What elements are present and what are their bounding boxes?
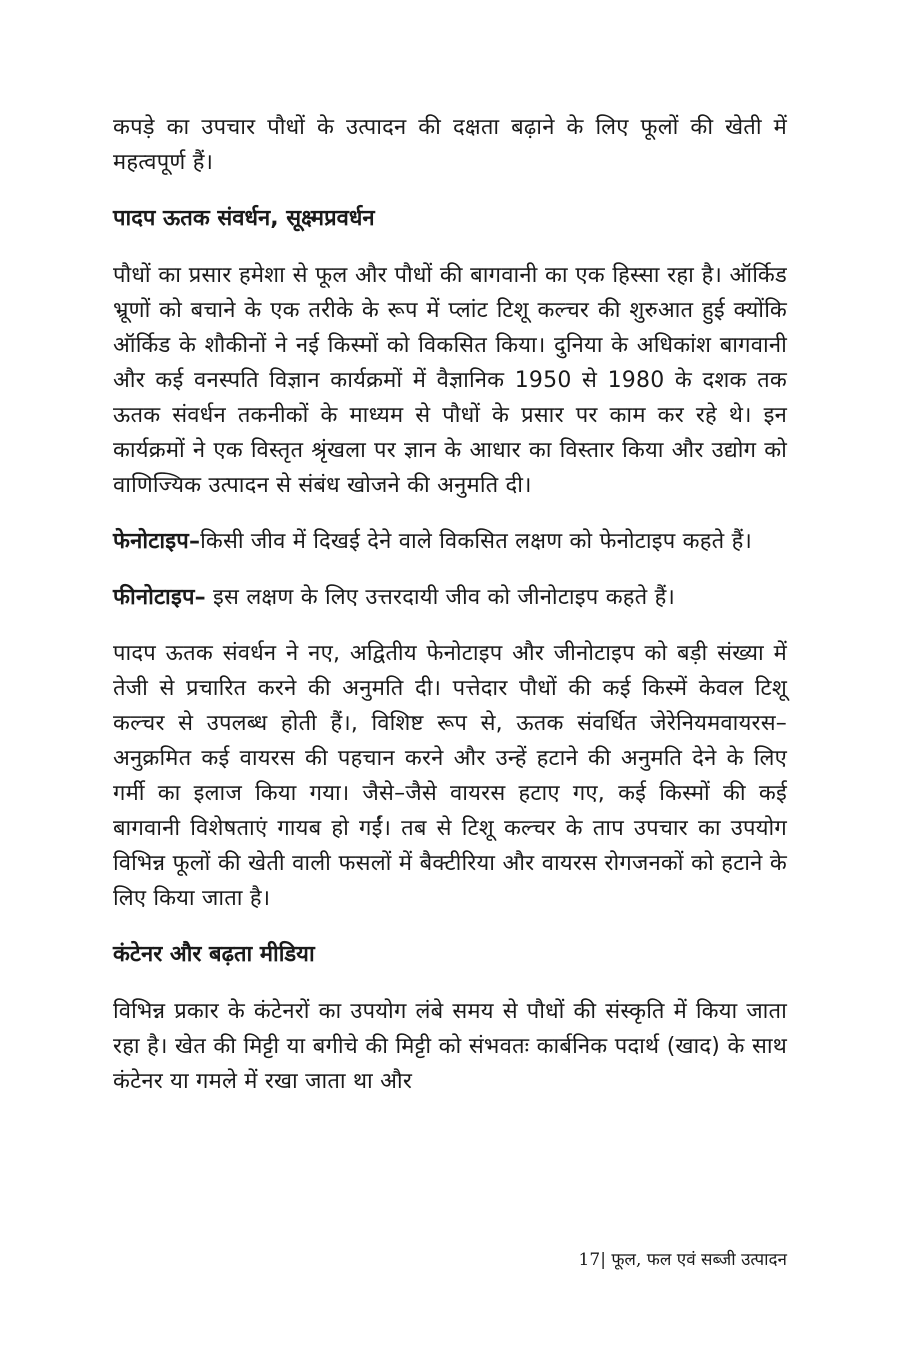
paragraph-genotype (113, 580, 787, 615)
paragraph-unique-types: पादप ऊतक संवर्धन ने नए, अद्वितीय फेनोटाइप और जीनोटाइप को बड़ी संख्या में तेजी से प्रचारित करने की अनुमति दी। पत्तेदार पौधों की कई किस्में केवल टिशू कल्चर से उपलब्ध होती हैं।, विशिष्ट रूप से, ऊतक संवर्धित जेरेनियमवायरस–अनुक्रमित कई वायरस की पहचान करने और उन्हें हटाने की अनुमति देने के लिए गर्मी का इलाज किया गया। जैसे–जैसे वायरस हटाए गए, कई किस्मों की कई बागवानी विशेषताएं गायब हो गईं। तब से टिशू कल्चर के ताप उपचार का उपयोग विभिन्न फूलों की खेती वाली फसलों में बैक्टीरिया और वायरस रोगजनकों को हटाने के लिए किया जाता है। (113, 641, 787, 911)
paragraph-phenotype (113, 524, 787, 559)
phenotype-term: फेनोटाइप– (113, 529, 201, 554)
heading-containers: कंटेनर और बढ़ता मीडिया (113, 942, 315, 967)
genotype-definition: इस लक्षण के लिए उत्तरदायी जीव को जीनोटाइप कहते हैं। (205, 585, 676, 610)
heading-tissue-culture: पादप ऊतक संवर्धन, सूक्ष्मप्रवर्धन (113, 206, 375, 231)
page-number: 17 (578, 1250, 601, 1270)
genotype-term: फीनोटाइप– (113, 585, 206, 610)
paragraph-tissue-culture: पौधों का प्रसार हमेशा से फूल और पौधों की बागवानी का एक हिस्सा रहा है। ऑर्किड भ्रूणों को बचाने के एक तरीके के रूप में प्लांट टिशू कल्चर की शुरुआत हुई क्योंकि ऑर्किड के शौकीनों ने नई किस्मों को विकसित किया। दुनिया के अधिकांश बागवानी और कई वनस्पति विज्ञान कार्यक्रमों में वैज्ञानिक 1950 से 1980 के दशक तक ऊतक संवर्धन तकनीकों के माध्यम से पौधों के प्रसार पर काम कर रहे थे। इन कार्यक्रमों ने एक विस्तृत श्रृंखला पर ज्ञान के आधार का विस्तार किया और उद्योग को वाणिज्यिक उत्पादन से संबंध खोजने की अनुमति दी। (113, 263, 787, 498)
paragraph-intro: कपड़े का उपचार पौधों के उत्पादन की दक्षता बढ़ाने के लिए फूलों की खेती में महत्वपूर्ण हैं। (113, 115, 787, 175)
paragraph-containers: विभिन्न प्रकार के कंटेनरों का उपयोग लंबे समय से पौधों की संस्कृति में किया जाता रहा है। खेत की मिट्टी या बगीचे की मिट्टी को संभवतः कार्बनिक पदार्थ (खाद) के साथ कंटेनर या गमले में रखा जाता था और (113, 999, 787, 1094)
footer-separator: | (600, 1250, 606, 1270)
phenotype-definition: किसी जीव में दिखई देने वाले विकसित लक्षण को फेनोटाइप कहते हैं। (200, 529, 752, 554)
page-content (113, 110, 787, 1120)
page-footer (579, 1248, 787, 1272)
book-title: फूल, फल एवं सब्जी उत्पादन (605, 1250, 787, 1270)
